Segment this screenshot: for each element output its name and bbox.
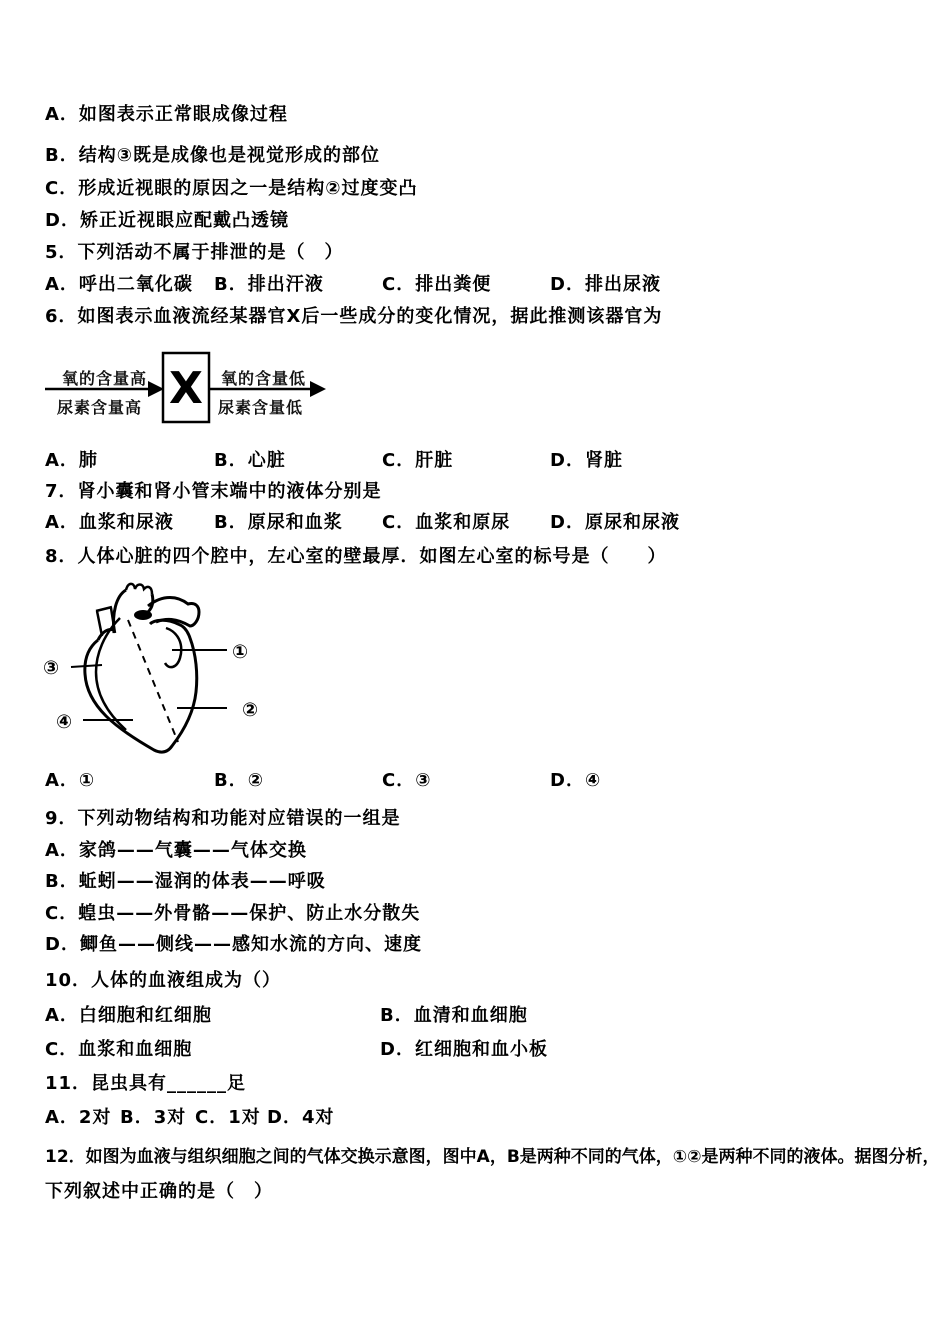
- q6-stem: 6．如图表示血液流经某器官X后一些成分的变化情况，据此推测该器官为: [45, 306, 663, 327]
- q10-option-c: C．血浆和血细胞: [45, 1039, 193, 1060]
- q4-option-a: A．如图表示正常眼成像过程: [45, 104, 288, 125]
- q9-option-a: A．家鸽——气囊——气体交换: [45, 840, 307, 861]
- q5-option-b: B．排出汗液: [214, 274, 324, 295]
- q9-stem: 9．下列动物结构和功能对应错误的一组是: [45, 808, 401, 829]
- heart-label-1: ①: [232, 641, 249, 663]
- heart-label-4: ④: [56, 711, 73, 733]
- organ-flow-diagram: [40, 345, 340, 425]
- q4-option-b: B．结构③既是成像也是视觉形成的部位: [45, 145, 380, 166]
- flow-in-top-label: 氧的含量高: [62, 369, 148, 388]
- q9-option-b: B．蚯蚓——湿润的体表——呼吸: [45, 871, 326, 892]
- q6-option-c: C．肝脏: [382, 450, 454, 471]
- heart-dashed-septum-line: [128, 620, 178, 742]
- q9-option-d: D．鲫鱼——侧线——感知水流的方向、速度: [45, 934, 422, 955]
- q6-option-a: A．肺: [45, 450, 98, 471]
- heart-vessel-shadow: [134, 610, 152, 620]
- q7-option-a: A．血浆和尿液: [45, 512, 174, 533]
- q11-option-c: C．1对: [195, 1107, 261, 1128]
- heart-aorta-top: [126, 584, 152, 594]
- q12-stem-line1: 12．如图为血液与组织细胞之间的气体交换示意图，图中A，B是两种不同的气体，①②是两种不同的液体。据图分析，: [45, 1147, 940, 1167]
- q11-stem: 11．昆虫具有______足: [45, 1073, 247, 1094]
- q4-option-d: D．矫正近视眼应配戴凸透镜: [45, 210, 289, 231]
- flow-in-bottom-label: 尿素含量高: [57, 398, 143, 417]
- q11-option-d: D．4对: [267, 1107, 335, 1128]
- heart-label-3: ③: [43, 657, 60, 679]
- flow-out-bottom-label: 尿素含量低: [218, 398, 304, 417]
- q10-option-a: A．白细胞和红细胞: [45, 1005, 212, 1026]
- q5-option-a: A．呼出二氧化碳: [45, 274, 193, 295]
- heart-diagram: [38, 578, 268, 768]
- q7-stem: 7．肾小囊和肾小管末端中的液体分别是: [45, 481, 382, 502]
- flow-arrow-in-icon: [148, 381, 164, 397]
- q4-option-c: C．形成近视眼的原因之一是结构②过度变凸: [45, 178, 418, 199]
- q7-option-d: D．原尿和尿液: [550, 512, 680, 533]
- q5-option-c: C．排出粪便: [382, 274, 492, 295]
- q10-option-b: B．血清和血细胞: [380, 1005, 528, 1026]
- q8-stem: 8．人体心脏的四个腔中，左心室的壁最厚．如图左心室的标号是（ ）: [45, 546, 667, 567]
- q8-option-a: A．①: [45, 770, 96, 791]
- flow-out-top-label: 氧的含量低: [221, 369, 307, 388]
- q9-option-c: C．蝗虫——外骨骼——保护、防止水分散失: [45, 903, 421, 924]
- q8-option-b: B．②: [214, 770, 264, 791]
- q10-option-d: D．红细胞和血小板: [380, 1039, 548, 1060]
- q5-option-d: D．排出尿液: [550, 274, 661, 295]
- q8-option-d: D．④: [550, 770, 602, 791]
- heart-svg: [38, 578, 268, 768]
- q11-option-b: B．3对: [120, 1107, 187, 1128]
- q6-option-d: D．肾脏: [550, 450, 623, 471]
- q7-option-b: B．原尿和血浆: [214, 512, 343, 533]
- q11-option-a: A．2对: [45, 1107, 112, 1128]
- q10-stem: 10．人体的血液组成为（）: [45, 970, 282, 991]
- heart-label-2: ②: [242, 699, 259, 721]
- q8-option-c: C．③: [382, 770, 432, 791]
- q5-stem: 5．下列活动不属于排泄的是（ ）: [45, 242, 344, 263]
- flow-arrow-out-icon: [310, 381, 326, 397]
- q6-option-b: B．心脏: [214, 450, 286, 471]
- heart-aorta-left: [114, 590, 127, 633]
- q12-stem-line2: 下列叙述中正确的是（ ）: [45, 1181, 273, 1202]
- organ-label: X: [169, 363, 203, 414]
- q7-option-c: C．血浆和原尿: [382, 512, 511, 533]
- heart-auricle-curve: [165, 628, 181, 667]
